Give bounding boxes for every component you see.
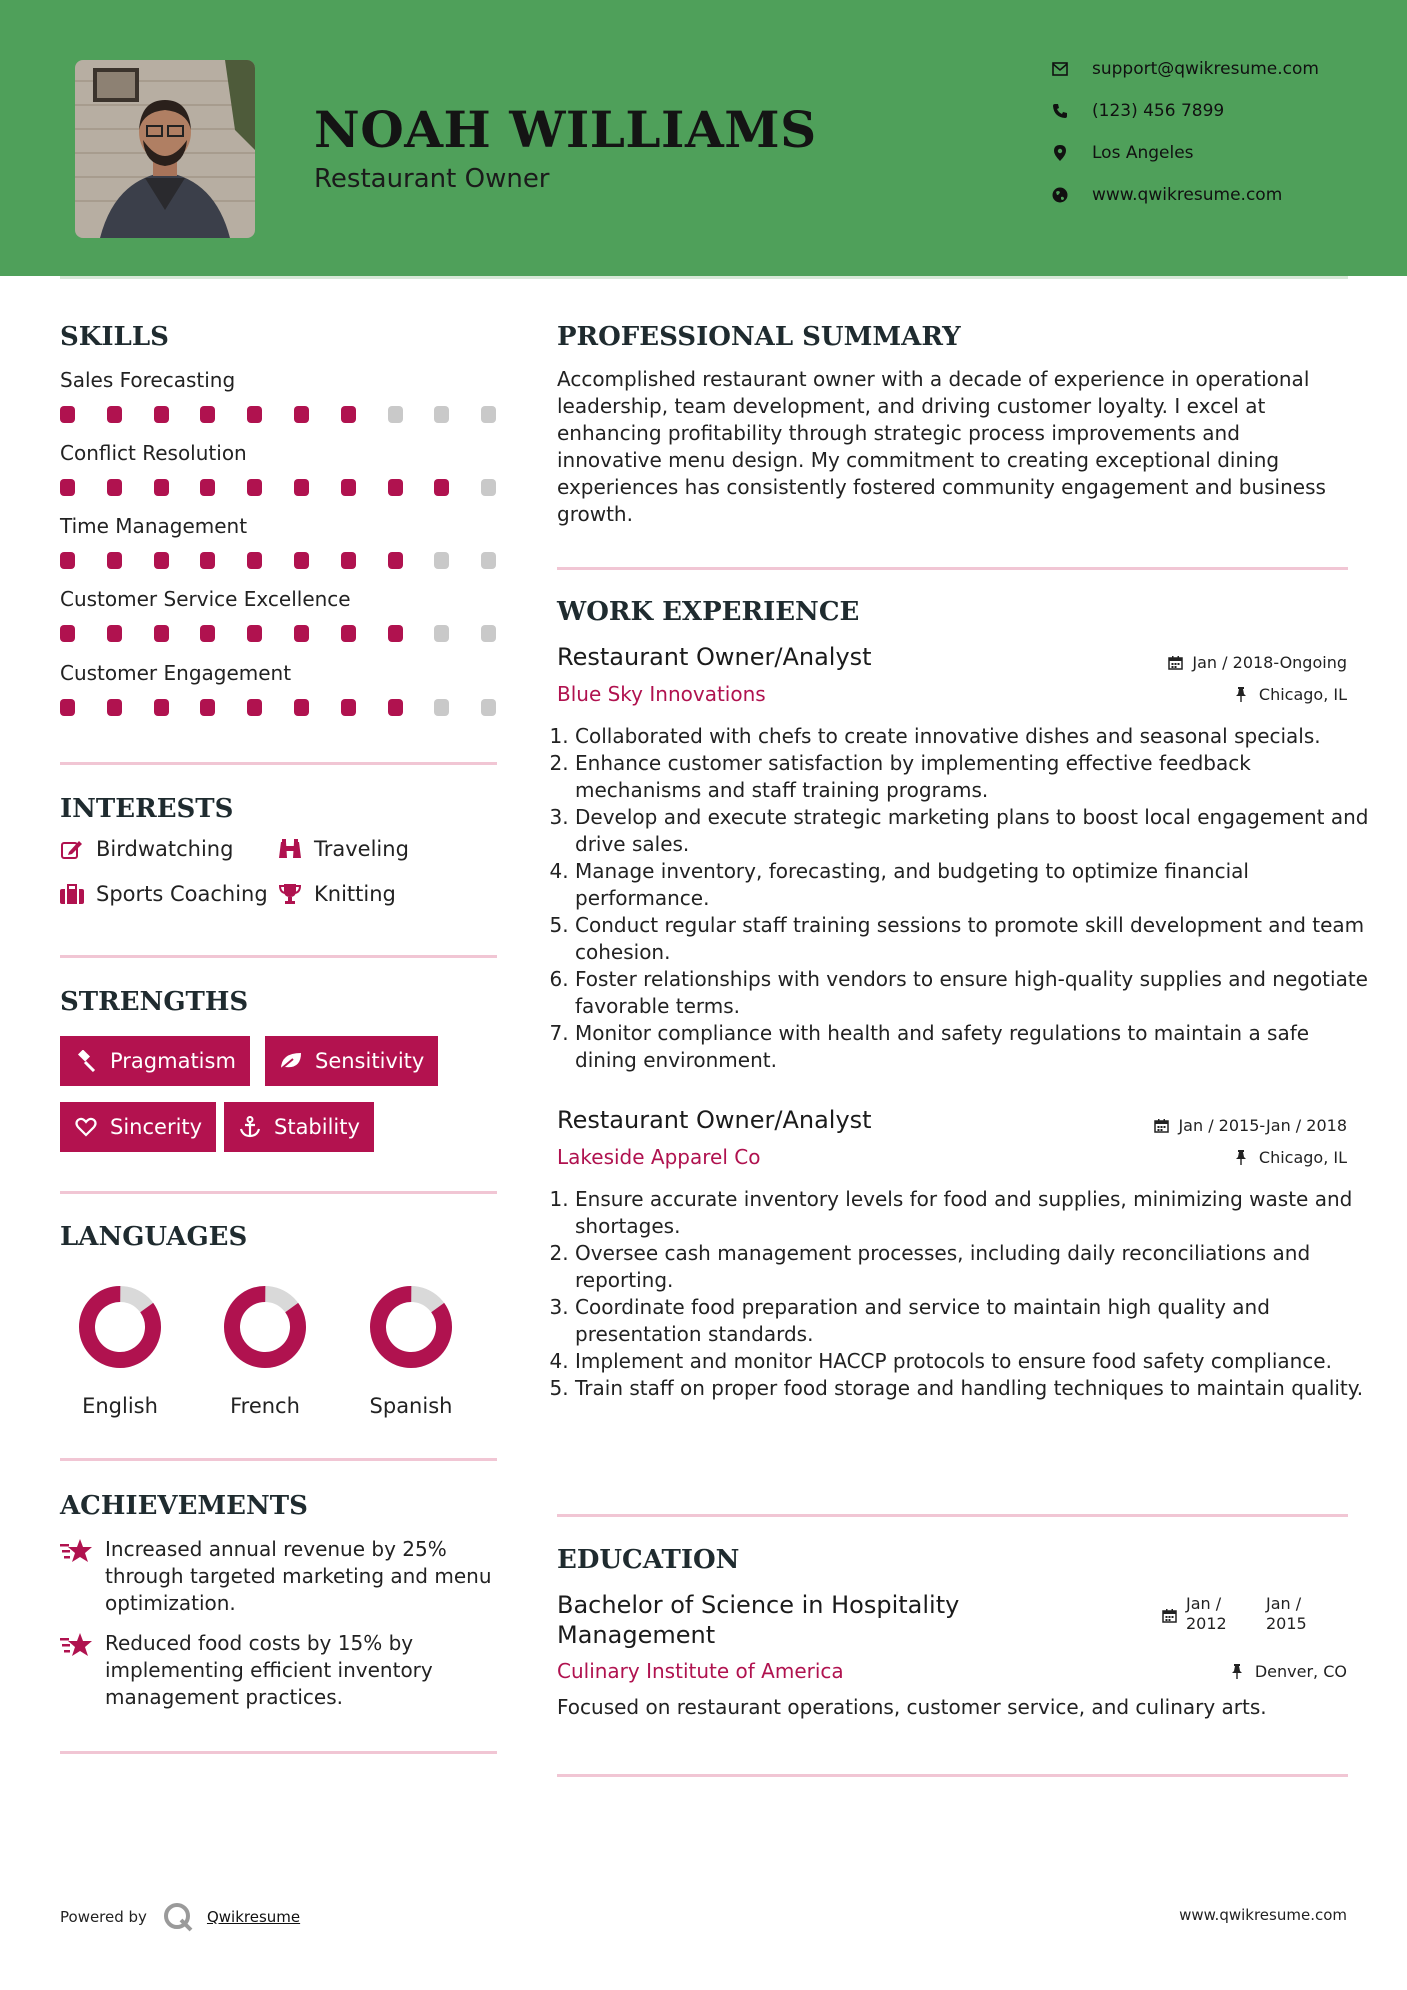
job-bullet: 1. Collaborated with chefs to create innovative dishes and seasonal specials. (575, 723, 1375, 750)
shooting-star-icon (60, 1536, 94, 1566)
achievement-item (60, 1630, 500, 1715)
contact-location-text: Los Angeles (1092, 143, 1194, 163)
language-donut (356, 1282, 466, 1382)
languages-title: LANGUAGES (60, 1222, 248, 1252)
skill-dot (247, 479, 262, 496)
job-bullet: 6. Foster relationships with vendors to ensure high-quality supplies and negotiate favorable terms. (575, 966, 1375, 1020)
interest-label: Traveling (314, 837, 409, 861)
strength-chip (60, 1102, 216, 1152)
education-description: Focused on restaurant operations, customer service, and culinary arts. (557, 1695, 1267, 1719)
company-name: Lakeside Apparel Co (557, 1145, 761, 1169)
candidate-name: NOAH WILLIAMS (314, 100, 817, 159)
interest-item (278, 837, 409, 861)
interest-item (60, 837, 233, 861)
language-donut-fill (74, 1282, 166, 1373)
skills-title: SKILLS (60, 322, 169, 352)
school-name: Culinary Institute of America (557, 1659, 844, 1683)
education-dates (1162, 1594, 1352, 1638)
contact-website-text: www.qwikresume.com (1092, 185, 1283, 205)
skill-dot (60, 699, 75, 716)
interest-item (278, 882, 396, 906)
skill-dot (481, 406, 496, 423)
skill-dot (294, 625, 309, 642)
shooting-star-icon (60, 1630, 94, 1660)
skill-dot (200, 552, 215, 569)
job-bullet: 2. Enhance customer satisfaction by implementing effective feedback mechanisms and staff training programs. (575, 750, 1375, 804)
skill-rating (60, 406, 500, 426)
briefcase-icon (60, 882, 84, 906)
skill-dot (294, 479, 309, 496)
skill-dot (154, 552, 169, 569)
pushpin-icon (1235, 1150, 1251, 1166)
language-label: Spanish (369, 1394, 453, 1418)
skill-dot (107, 552, 122, 569)
contact-phone[interactable] (1050, 97, 1390, 125)
skill-rating (60, 625, 500, 645)
skill-dot (341, 552, 356, 569)
strength-label: Sensitivity (315, 1049, 425, 1073)
skill-label: Customer Engagement (60, 661, 292, 685)
skill-dot (200, 699, 215, 716)
interests-title: INTERESTS (60, 794, 234, 824)
strength-chip (265, 1036, 438, 1086)
skill-dot (60, 479, 75, 496)
education-start: Jan / 2012 (1186, 1594, 1227, 1633)
job-dates-text: Jan / 2018-Ongoing (1192, 653, 1347, 672)
skill-dot (60, 552, 75, 569)
skill-dot (247, 552, 262, 569)
skill-dot (388, 479, 403, 496)
section-divider (557, 1514, 1348, 1517)
skill-dot (481, 699, 496, 716)
skill-dot (434, 479, 449, 496)
job-title: Restaurant Owner/Analyst (557, 1106, 872, 1134)
job-bullet: 4. Implement and monitor HACCP protocols to ensure food safety compliance. (575, 1348, 1375, 1375)
skill-dot (294, 699, 309, 716)
contact-email-text: support@qwikresume.com (1092, 59, 1319, 79)
experience-title: WORK EXPERIENCE (557, 597, 860, 627)
skill-dot (388, 406, 403, 423)
job-bullet: 5. Train staff on proper food storage and handling techniques to maintain quality. (575, 1375, 1375, 1402)
trophy-icon (278, 882, 302, 906)
gavel-icon (74, 1049, 98, 1073)
calendar-icon (1162, 1608, 1177, 1627)
skill-dot (434, 699, 449, 716)
candidate-role: Restaurant Owner (314, 164, 550, 194)
job-title: Restaurant Owner/Analyst (557, 643, 872, 671)
achievement-item (60, 1536, 500, 1621)
skill-dot (154, 699, 169, 716)
summary-title: PROFESSIONAL SUMMARY (557, 322, 961, 352)
section-divider (557, 1774, 1348, 1777)
map-pin-icon (1050, 143, 1070, 163)
contact-location (1050, 139, 1390, 167)
calendar-icon (1168, 655, 1184, 671)
skill-dot (341, 406, 356, 423)
section-divider (557, 567, 1348, 570)
phone-icon (1050, 101, 1070, 121)
skill-dot (434, 552, 449, 569)
powered-by-text: Powered by (60, 1908, 147, 1926)
interest-label: Knitting (314, 882, 396, 906)
pushpin-icon (1231, 1664, 1247, 1680)
interest-label: Birdwatching (96, 837, 234, 861)
skill-dot (154, 479, 169, 496)
skill-rating (60, 699, 500, 719)
job-location-text: Chicago, IL (1258, 1148, 1347, 1167)
language-item (356, 1282, 466, 1427)
pushpin-icon (1235, 687, 1251, 703)
skill-dot (60, 406, 75, 423)
achievement-text: Increased annual revenue by 25% through targeted marketing and menu optimization. (105, 1537, 492, 1615)
section-divider (60, 955, 497, 958)
pencil-square-icon (60, 837, 84, 861)
skill-dot (481, 552, 496, 569)
skill-dot (247, 406, 262, 423)
job-dates-text: Jan / 2015-Jan / 2018 (1178, 1116, 1347, 1135)
skill-rating (60, 479, 500, 499)
skill-label: Sales Forecasting (60, 368, 236, 392)
education-end: Jan / 2015 (1266, 1594, 1307, 1633)
skill-dot (341, 699, 356, 716)
achievement-text: Reduced food costs by 15% by implementing efficient inventory management practices. (105, 1631, 433, 1709)
skill-label: Conflict Resolution (60, 441, 247, 465)
skill-label: Time Management (60, 514, 248, 538)
job-bullet: 3. Develop and execute strategic marketing plans to boost local engagement and drive sales. (575, 804, 1375, 858)
language-donut (210, 1282, 320, 1382)
skill-rating (60, 552, 500, 572)
qwikresume-link[interactable]: Qwikresume (206, 1908, 301, 1926)
company-name: Blue Sky Innovations (557, 682, 766, 706)
skill-dot (154, 625, 169, 642)
anchor-icon (238, 1115, 262, 1139)
interest-item (60, 882, 268, 906)
language-donut (65, 1282, 175, 1382)
strength-label: Sincerity (110, 1115, 203, 1139)
skill-dot (388, 552, 403, 569)
job-location (1235, 1148, 1347, 1167)
footer-powered-by (60, 1902, 300, 1932)
globe-icon (1050, 185, 1070, 205)
skill-dot (200, 479, 215, 496)
skill-dot (107, 625, 122, 642)
leaf-icon (279, 1049, 303, 1073)
job-location (1235, 685, 1347, 704)
heart-icon (74, 1115, 98, 1139)
skill-dot (434, 406, 449, 423)
envelope-icon (1050, 59, 1070, 79)
degree-title: Bachelor of Science in Hospitality Management (557, 1591, 960, 1649)
job-location-text: Chicago, IL (1258, 685, 1347, 704)
footer-url[interactable]: www.qwikresume.com (1179, 1906, 1347, 1924)
skill-dot (247, 625, 262, 642)
strength-label: Pragmatism (110, 1049, 236, 1073)
skill-dot (60, 625, 75, 642)
language-label: French (230, 1394, 300, 1418)
strength-label: Stability (274, 1115, 360, 1139)
skill-label: Customer Service Excellence (60, 587, 351, 611)
skill-dot (294, 552, 309, 569)
education-location (1231, 1662, 1347, 1681)
section-divider (60, 1191, 497, 1194)
language-donut-fill (219, 1282, 311, 1373)
interest-label: Sports Coaching (96, 882, 268, 906)
job-bullet: 1. Ensure accurate inventory levels for food and supplies, minimizing waste and shortages. (575, 1186, 1375, 1240)
binoculars-icon (278, 837, 302, 861)
summary-text: Accomplished restaurant owner with a decade of experience in operational leadership, team development, and driving customer loyalty. I excel at enhancing profitability through strategic process improvements and innovative menu design. My commitment to creating exceptional dining experiences has consistently fostered community engagement and business growth. (557, 367, 1326, 526)
skill-dot (200, 625, 215, 642)
resume-header (0, 0, 1407, 276)
job-bullet: 4. Manage inventory, forecasting, and budgeting to optimize financial performance. (575, 858, 1375, 912)
skill-dot (388, 625, 403, 642)
calendar-icon (1154, 1118, 1170, 1134)
skill-dot (341, 625, 356, 642)
skill-dot (434, 625, 449, 642)
job-dates (1168, 653, 1347, 672)
skill-dot (107, 406, 122, 423)
qwikresume-logo-icon (163, 1902, 193, 1932)
skill-dot (200, 406, 215, 423)
skill-dot (154, 406, 169, 423)
job-bullet: 3. Coordinate food preparation and service to maintain high quality and presentation standards. (575, 1294, 1375, 1348)
language-label: English (82, 1394, 158, 1418)
language-item (65, 1282, 175, 1427)
strength-chip (60, 1036, 250, 1086)
contact-email[interactable] (1050, 55, 1390, 83)
header-divider (60, 276, 1348, 279)
language-donut-fill (365, 1282, 457, 1373)
language-item (210, 1282, 320, 1427)
skill-dot (107, 479, 122, 496)
strengths-title: STRENGTHS (60, 987, 249, 1017)
profile-photo (75, 60, 255, 238)
skill-dot (481, 479, 496, 496)
contact-website[interactable] (1050, 181, 1390, 209)
job-bullet: 7. Monitor compliance with health and safety regulations to maintain a safe dining environment. (575, 1020, 1375, 1074)
job-bullet: 5. Conduct regular staff training sessions to promote skill development and team cohesion. (575, 912, 1375, 966)
skill-dot (247, 699, 262, 716)
job-dates (1154, 1116, 1347, 1135)
section-divider (60, 1458, 497, 1461)
skill-dot (107, 699, 122, 716)
skill-dot (388, 699, 403, 716)
skill-dot (481, 625, 496, 642)
contact-phone-text: (123) 456 7899 (1092, 101, 1225, 121)
job-bullets (557, 723, 1375, 1074)
section-divider (60, 762, 497, 765)
job-bullet: 2. Oversee cash management processes, including daily reconciliations and reporting. (575, 1240, 1375, 1294)
strength-chip (224, 1102, 374, 1152)
skill-dot (294, 406, 309, 423)
job-bullets (557, 1186, 1375, 1402)
education-title: EDUCATION (557, 1545, 740, 1575)
achievements-title: ACHIEVEMENTS (60, 1491, 308, 1521)
section-divider (60, 1751, 497, 1754)
education-location-text: Denver, CO (1254, 1662, 1347, 1681)
skill-dot (341, 479, 356, 496)
